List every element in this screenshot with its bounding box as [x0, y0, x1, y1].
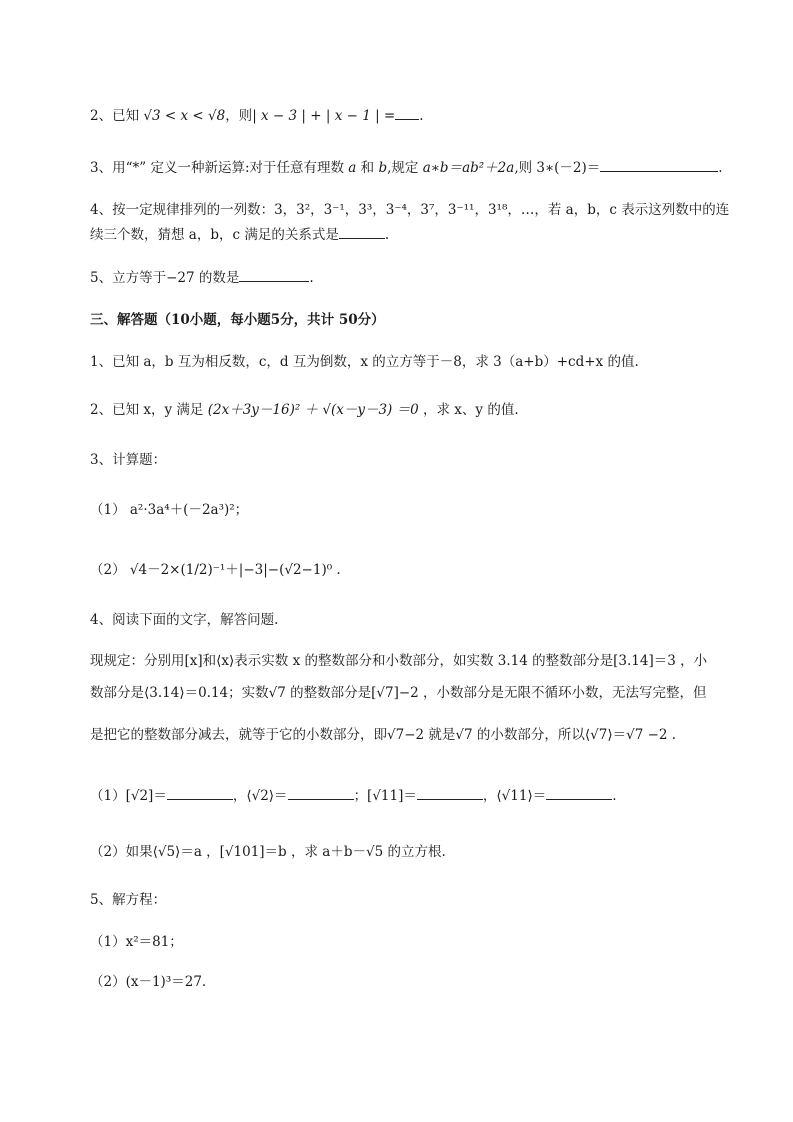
answer-blank	[339, 225, 385, 239]
answer-blank	[167, 786, 233, 800]
problem-5-title: 5、解方程：	[90, 892, 167, 908]
answer-blank	[417, 786, 483, 800]
problem-4-title: 4、阅读下面的文字，解答问题.	[90, 612, 279, 628]
problem-4-para3: 是把它的整数部分减去，就等于它的小数部分，即√7−2 就是√7 的小数部分，所以⟨√7⟩＝√7 −2 .	[90, 727, 677, 743]
answer-blank	[600, 158, 718, 172]
problem-3-sub1: （1） a²·3a⁴＋(－2a³)²；	[90, 502, 249, 518]
problem-5-sub1: （1）x²＝81；	[90, 934, 183, 950]
fill-question-3: 3、用“*” 定义一种新运算:对于任意有理数 a 和 b,规定 a∗b＝ab²＋2a,则 3∗(－2)＝ .	[90, 160, 723, 176]
problem-4-q1: （1）[√2]＝ ，⟨√2⟩＝ ；[√11]＝ ，⟨√11⟩＝ .	[90, 788, 617, 804]
answer-blank	[288, 786, 354, 800]
problem-5-sub2: （2）(x－1)³＝27.	[90, 974, 207, 990]
fill-question-2: 2、已知 √3 < x < √8，则| x − 3 | + | x − 1 | = .	[90, 108, 424, 124]
answer-blank	[395, 106, 419, 120]
fill-question-4-line1: 4、按一定规律排列的一列数：3，3²，3⁻¹，3³，3⁻⁴，3⁷，3⁻¹¹，3¹⁸，…，若 a，b，c 表示这列数中的连	[90, 202, 730, 218]
problem-3-title: 3、计算题：	[90, 452, 167, 468]
abs-expression: | x − 3 | + | x − 1 | =	[252, 108, 396, 124]
answer-blank	[239, 268, 309, 282]
answer-blank	[546, 786, 612, 800]
fill-question-5: 5、立方等于−27 的数是 .	[90, 270, 314, 286]
problem-1: 1、已知 a，b 互为相反数，c，d 互为倒数，x 的立方等于－8，求 3（a+b）+cd+x 的值.	[90, 354, 639, 370]
operation-rule: a∗b＝ab²＋2a	[422, 160, 515, 176]
problem-4-q2: （2）如果⟨√5⟩＝a ，[√101]＝b ，求 a＋b－√5 的立方根.	[90, 844, 446, 860]
problem-2: 2、已知 x，y 满足 (2x＋3y－16)² ＋ √(x－y－3) ＝0 ，求 x、y 的值.	[90, 402, 519, 418]
problem-3-sub2: （2） √4－2×(1/2)⁻¹＋|−3|−(√2−1)⁰ .	[90, 562, 341, 578]
equation: (2x＋3y－16)² ＋ √(x－y－3) ＝0	[207, 402, 419, 418]
problem-4-para1: 现规定：分别用[x]和⟨x⟩表示实数 x 的整数部分和小数部分，如实数 3.14 的整数部分是[3.14]＝3 ，小	[90, 653, 708, 669]
section-heading: 三、解答题（10小题，每小题5分，共计 50分）	[90, 312, 385, 328]
problem-4-para2: 数部分是⟨3.14⟩＝0.14；实数√7 的整数部分是[√7]−2 ，小数部分是无限不循环小数，无法写完整，但	[90, 685, 707, 701]
inequality: √3 < x < √8	[143, 108, 226, 124]
fill-question-4-line2: 续三个数，猜想 a，b，c 满足的关系式是 .	[90, 227, 390, 243]
